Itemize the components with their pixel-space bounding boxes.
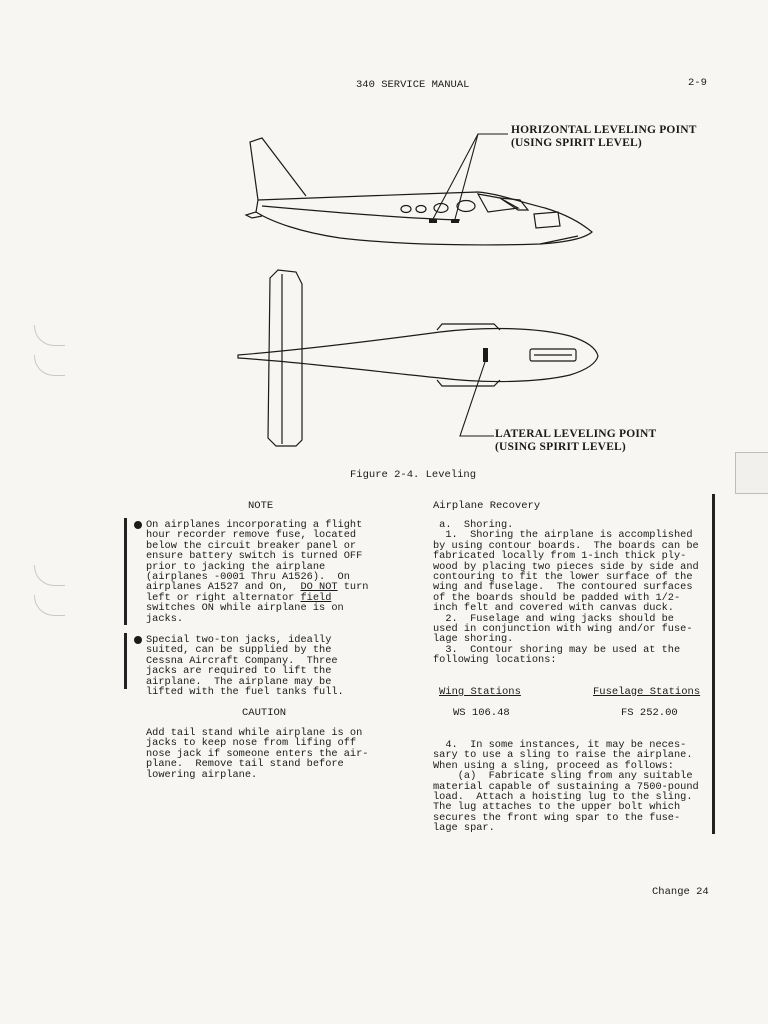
shoring-text: a. Shoring. 1. Shoring the airplane is accomplished by using contour boards. The boards can be fabricated locally from 1-inch thick ply- wood by placing two pieces side by side and contouring to fit the lower surface of the wing and fuselage. The contoured surfaces of the boards should be padded with 1/2- inch felt and covered with canvas duck. 2. Fuselage and wing jacks should be used in conjunction with wing and/or fuse- lage shoring. 3. Contour shoring may be used at the following locations: (433, 519, 699, 667)
manual-title: 340 SERVICE MANUAL (356, 79, 470, 91)
change-bar (124, 633, 127, 689)
horizontal-callout-leader (433, 134, 508, 219)
note-item-1: On airplanes incorporating a flight hour recorder remove fuse, located below the circuit breaker panel or ensure battery switch is turned OFF prior to jacking the airplane (airplanes -0001 Thru A1526). On airplanes A1527 and On, DO NOT turn left or right alternator field switches ON while airplane is on jacks. (146, 519, 369, 625)
airplane-side-view (246, 138, 592, 245)
leveling-figure (0, 0, 768, 470)
figure-caption: Figure 2-4. Leveling (350, 469, 477, 481)
lateral-callout-leader (460, 362, 494, 436)
lateral-leveling-label: LATERAL LEVELING POINT (495, 428, 657, 440)
caution-heading: CAUTION (242, 707, 287, 719)
table-cell-wing-station: WS 106.48 (453, 707, 510, 719)
caution-text: Add tail stand while airplane is on jacks to keep nose from lifing off nose jack if someone enters the air- plane. Remove tail stand before lowering airplane. (146, 727, 369, 781)
table-header-wing-stations: Wing Stations (439, 686, 521, 698)
leveling-point-marker (483, 348, 488, 362)
binder-hole-mark (34, 565, 65, 586)
recovery-heading: Airplane Recovery (433, 500, 541, 512)
do-not-emphasis: DO NOT (300, 581, 338, 594)
horizontal-leveling-sublabel: (USING SPIRIT LEVEL) (511, 137, 642, 149)
change-number: Change 24 (652, 886, 709, 898)
table-cell-fuselage-station: FS 252.00 (621, 707, 678, 719)
leveling-point-marker (451, 219, 459, 223)
bullet-icon (134, 521, 142, 529)
note-item-2: Special two-ton jacks, ideally suited, can be supplied by the Cessna Aircraft Company. Three jacks are required to lift the airplane. The airplane may be lifted with the fuel tanks full. (146, 634, 344, 699)
change-bar (712, 494, 715, 834)
note-heading: NOTE (248, 500, 274, 512)
change-bar (124, 518, 127, 625)
horizontal-leveling-label: HORIZONTAL LEVELING POINT (511, 124, 697, 136)
lateral-leveling-sublabel: (USING SPIRIT LEVEL) (495, 441, 626, 453)
bullet-icon (134, 636, 142, 644)
sling-text: 4. In some instances, it may be neces- sary to use a sling to raise the airplane. When using a sling, proceed as follows: (a) Fabricate sling from any suitable material capable of sustaining a 7500-pound load. Attach a hoisting lug to the sling. The lug attaches to the upper bolt which secures the front wing spar to the fuse- lage spar. (433, 739, 699, 835)
page-number: 2-9 (688, 77, 707, 89)
binder-hole-mark (34, 595, 65, 616)
leveling-point-marker (429, 219, 437, 223)
table-header-fuselage-stations: Fuselage Stations (593, 686, 701, 698)
airplane-top-view (238, 270, 598, 446)
